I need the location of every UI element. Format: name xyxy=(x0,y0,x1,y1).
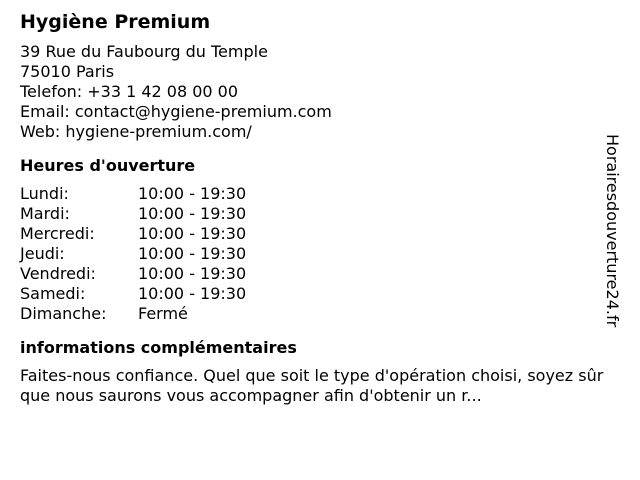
hours-row-tuesday xyxy=(20,204,615,224)
day-hours: 10:00 - 19:30 xyxy=(138,184,247,203)
business-name: Hygiène Premium xyxy=(20,11,211,33)
additional-info-heading: informations complémentaires xyxy=(20,338,297,357)
day-label: Lundi: xyxy=(20,184,69,203)
hours-row-sunday xyxy=(20,304,615,324)
day-hours: 10:00 - 19:30 xyxy=(138,224,247,243)
day-label: Mardi: xyxy=(20,204,70,223)
day-label: Mercredi: xyxy=(20,224,95,243)
web-line: Web: hygiene-premium.com/ xyxy=(20,122,252,141)
day-hours: Fermé xyxy=(138,304,188,323)
email-line: Email: contact@hygiene-premium.com xyxy=(20,102,332,121)
day-label: Vendredi: xyxy=(20,264,96,283)
day-hours: 10:00 - 19:30 xyxy=(138,204,247,223)
description-text: Faites-nous confiance. Quel que soit le type d'opération choisi, soyez sûr que nous saurons vous accompagner afin d'obtenir un r... xyxy=(20,366,604,405)
hours-row-wednesday xyxy=(20,224,615,244)
hours-row-monday xyxy=(20,184,615,204)
business-info-card xyxy=(20,10,615,406)
opening-hours-heading: Heures d'ouverture xyxy=(20,156,196,175)
hours-row-thursday xyxy=(20,244,615,264)
day-label: Samedi: xyxy=(20,284,86,303)
day-hours: 10:00 - 19:30 xyxy=(138,264,247,283)
brand-watermark: Horairesdouverture24.fr xyxy=(603,134,622,328)
day-label: Dimanche: xyxy=(20,304,107,323)
address-city: 75010 Paris xyxy=(20,62,115,81)
day-hours: 10:00 - 19:30 xyxy=(138,244,247,263)
hours-row-friday xyxy=(20,264,615,284)
hours-row-saturday xyxy=(20,284,615,304)
address-street: 39 Rue du Faubourg du Temple xyxy=(20,42,268,61)
day-label: Jeudi: xyxy=(20,244,65,263)
day-hours: 10:00 - 19:30 xyxy=(138,284,247,303)
phone-line: Telefon: +33 1 42 08 00 00 xyxy=(20,82,239,101)
